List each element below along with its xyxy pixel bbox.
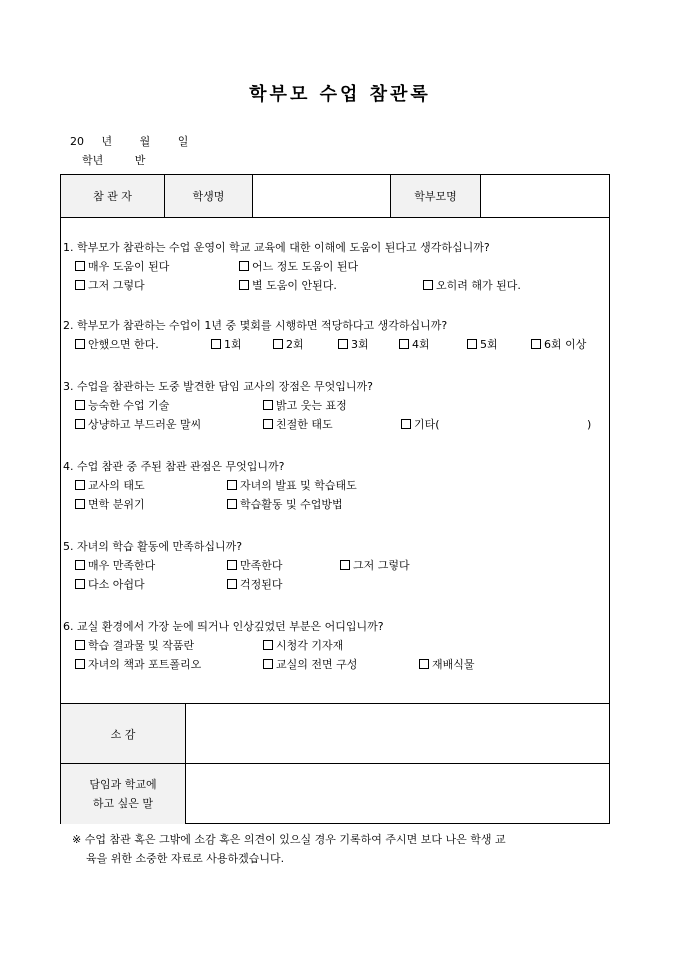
- checkbox-square-icon[interactable]: [227, 560, 237, 570]
- option-label: 4회: [412, 338, 430, 351]
- option-label: 시청각 기자재: [276, 639, 344, 652]
- option-label: 오히려 해가 된다.: [436, 279, 521, 292]
- option-checkbox[interactable]: [75, 396, 169, 415]
- footnote-line-1: ※ 수업 참관 혹은 그밖에 소감 혹은 의견이 있으실 경우 기록하여 주시면 보다 나은 학생 교: [72, 833, 506, 846]
- option-label: 그저 그렇다: [88, 279, 145, 292]
- option-row: [63, 575, 608, 594]
- option-label: 5회: [480, 338, 498, 351]
- question-text: 3. 수업을 참관하는 도중 발견한 담임 교사의 장점은 무엇입니까?: [63, 380, 373, 393]
- option-checkbox[interactable]: [531, 335, 586, 354]
- checkbox-square-icon[interactable]: [227, 480, 237, 490]
- checkbox-square-icon[interactable]: [75, 560, 85, 570]
- checkbox-square-icon[interactable]: [423, 280, 433, 290]
- option-label: 교실의 전면 구성: [276, 658, 358, 671]
- parent-name-field[interactable]: [481, 175, 609, 217]
- option-label: 2회: [286, 338, 304, 351]
- checkbox-square-icon[interactable]: [338, 339, 348, 349]
- impressions-label: 소 감: [61, 704, 186, 764]
- option-label: 밝고 웃는 표정: [276, 399, 347, 412]
- header-row: [61, 175, 609, 218]
- checkbox-square-icon[interactable]: [273, 339, 283, 349]
- checkbox-square-icon[interactable]: [75, 480, 85, 490]
- checkbox-square-icon[interactable]: [263, 659, 273, 669]
- checkbox-square-icon[interactable]: [399, 339, 409, 349]
- option-label: 재배식물: [432, 658, 475, 671]
- option-checkbox[interactable]: [227, 476, 357, 495]
- option-label: 학습 결과물 및 작품란: [88, 639, 195, 652]
- checkbox-square-icon[interactable]: [75, 419, 85, 429]
- option-row: [63, 636, 608, 655]
- option-checkbox[interactable]: [75, 655, 201, 674]
- option-label: 6회 이상: [544, 338, 587, 351]
- option-checkbox[interactable]: [75, 556, 155, 575]
- question-1: [63, 239, 608, 295]
- option-label: 매우 도움이 된다: [88, 260, 170, 273]
- checkbox-square-icon[interactable]: [227, 579, 237, 589]
- option-row: [63, 396, 608, 415]
- option-checkbox[interactable]: [75, 476, 145, 495]
- impressions-field[interactable]: [186, 704, 609, 764]
- checkbox-square-icon[interactable]: [75, 659, 85, 669]
- message-label-line-2: 하고 싶은 말: [92, 797, 154, 810]
- option-checkbox[interactable]: [423, 276, 521, 295]
- checkbox-square-icon[interactable]: [263, 419, 273, 429]
- option-label: 상냥하고 부드러운 말씨: [88, 418, 202, 431]
- option-checkbox[interactable]: [263, 636, 343, 655]
- option-row: [63, 495, 608, 514]
- option-label: 그저 그렇다: [353, 559, 410, 572]
- option-label: 다소 아쉽다: [88, 578, 145, 591]
- date-day: 일: [177, 135, 189, 148]
- checkbox-square-icon[interactable]: [263, 640, 273, 650]
- option-checkbox[interactable]: [273, 335, 304, 354]
- question-text: 4. 수업 참관 중 주된 참관 관점은 무엇입니까?: [63, 460, 285, 473]
- checkbox-square-icon[interactable]: [401, 419, 411, 429]
- option-checkbox[interactable]: [239, 257, 358, 276]
- option-checkbox[interactable]: [399, 335, 430, 354]
- class-line: [82, 152, 145, 168]
- option-label: ): [587, 418, 592, 431]
- checkbox-square-icon[interactable]: [467, 339, 477, 349]
- checkbox-square-icon[interactable]: [340, 560, 350, 570]
- option-label: 교사의 태도: [88, 479, 145, 492]
- message-label: [61, 764, 186, 824]
- grade-label: 학년: [82, 154, 104, 167]
- option-checkbox[interactable]: [75, 636, 194, 655]
- checkbox-square-icon[interactable]: [419, 659, 429, 669]
- option-label: 1회: [224, 338, 242, 351]
- option-label: 만족한다: [240, 559, 283, 572]
- question-text: 6. 교실 환경에서 가장 눈에 띄거나 인상깊었던 부분은 어디입니까?: [63, 620, 384, 633]
- option-label: 자녀의 책과 포트폴리오: [88, 658, 202, 671]
- checkbox-square-icon[interactable]: [75, 400, 85, 410]
- option-label: 매우 만족한다: [88, 559, 156, 572]
- option-checkbox[interactable]: [75, 495, 145, 514]
- option-checkbox[interactable]: [211, 335, 242, 354]
- footnote: [72, 830, 632, 868]
- impressions-row: [61, 703, 609, 764]
- option-checkbox[interactable]: [340, 556, 410, 575]
- option-checkbox[interactable]: [75, 575, 145, 594]
- date-line: [70, 133, 188, 149]
- page-title: 학부모 수업 참관록: [249, 84, 431, 105]
- checkbox-square-icon[interactable]: [75, 280, 85, 290]
- date-month: 월: [139, 135, 151, 148]
- option-checkbox[interactable]: [75, 415, 201, 434]
- checkbox-square-icon[interactable]: [239, 280, 249, 290]
- class-label: 반: [134, 154, 146, 167]
- option-paren-close: [587, 415, 591, 434]
- option-row: [63, 415, 608, 434]
- option-row: [63, 655, 608, 674]
- option-checkbox[interactable]: [338, 335, 369, 354]
- checkbox-square-icon[interactable]: [211, 339, 221, 349]
- form-frame: [60, 174, 610, 824]
- date-year-prefix: 20: [70, 135, 84, 148]
- question-5: [63, 538, 608, 594]
- option-checkbox[interactable]: [75, 335, 159, 354]
- observer-label: 참 관 자: [61, 175, 165, 217]
- option-checkbox[interactable]: [75, 276, 145, 295]
- option-checkbox[interactable]: [227, 556, 283, 575]
- checkbox-square-icon[interactable]: [531, 339, 541, 349]
- option-checkbox[interactable]: [227, 495, 343, 514]
- checkbox-square-icon[interactable]: [239, 261, 249, 271]
- option-label: 자녀의 발표 및 학습태도: [240, 479, 357, 492]
- option-label: 면학 분위기: [88, 498, 145, 511]
- option-checkbox[interactable]: [263, 396, 347, 415]
- option-label: 능숙한 수업 기술: [88, 399, 170, 412]
- option-checkbox[interactable]: [263, 655, 357, 674]
- checkbox-square-icon[interactable]: [75, 579, 85, 589]
- option-row: [63, 276, 608, 295]
- option-checkbox[interactable]: [401, 415, 440, 434]
- question-text: 2. 학부모가 참관하는 수업이 1년 중 몇회를 시행하면 적당하다고 생각하십니까?: [63, 319, 448, 332]
- option-label: 기타(: [414, 418, 440, 431]
- message-label-line-1: 담임과 학교에: [89, 778, 157, 791]
- checkbox-square-icon[interactable]: [263, 400, 273, 410]
- option-row: [63, 335, 608, 354]
- checkbox-square-icon[interactable]: [75, 339, 85, 349]
- question-6: [63, 618, 608, 674]
- option-checkbox[interactable]: [419, 655, 475, 674]
- option-row: [63, 257, 608, 276]
- checkbox-square-icon[interactable]: [75, 261, 85, 271]
- option-label: 안했으면 한다.: [88, 338, 159, 351]
- option-checkbox[interactable]: [239, 276, 337, 295]
- question-2: [63, 317, 608, 354]
- checkbox-square-icon[interactable]: [75, 640, 85, 650]
- student-name-label: 학생명: [165, 175, 253, 217]
- footnote-line-2: 육을 위한 소중한 자료로 사용하겠습니다.: [86, 852, 285, 865]
- option-row: [63, 476, 608, 495]
- checkbox-square-icon[interactable]: [75, 499, 85, 509]
- checkbox-square-icon[interactable]: [227, 499, 237, 509]
- option-label: 별 도움이 안된다.: [252, 279, 337, 292]
- option-checkbox[interactable]: [227, 575, 283, 594]
- message-field[interactable]: [186, 764, 609, 824]
- question-text: 1. 학부모가 참관하는 수업 운영이 학교 교육에 대한 이해에 도움이 된다고 생각하십니까?: [63, 241, 490, 254]
- parent-name-label: 학부모명: [391, 175, 481, 217]
- question-text: 5. 자녀의 학습 활동에 만족하십니까?: [63, 540, 243, 553]
- option-label: 어느 정도 도움이 된다: [252, 260, 359, 273]
- option-label: 걱정된다: [240, 578, 283, 591]
- option-checkbox[interactable]: [467, 335, 498, 354]
- option-label: 학습활동 및 수업방법: [240, 498, 343, 511]
- option-checkbox[interactable]: [263, 415, 333, 434]
- date-year: 년: [101, 135, 113, 148]
- student-name-field[interactable]: [253, 175, 391, 217]
- message-row: [61, 763, 609, 824]
- option-checkbox[interactable]: [75, 257, 169, 276]
- option-label: 친절한 태도: [276, 418, 333, 431]
- option-label: 3회: [351, 338, 369, 351]
- question-3: [63, 378, 608, 434]
- question-4: [63, 458, 608, 514]
- option-row: [63, 556, 608, 575]
